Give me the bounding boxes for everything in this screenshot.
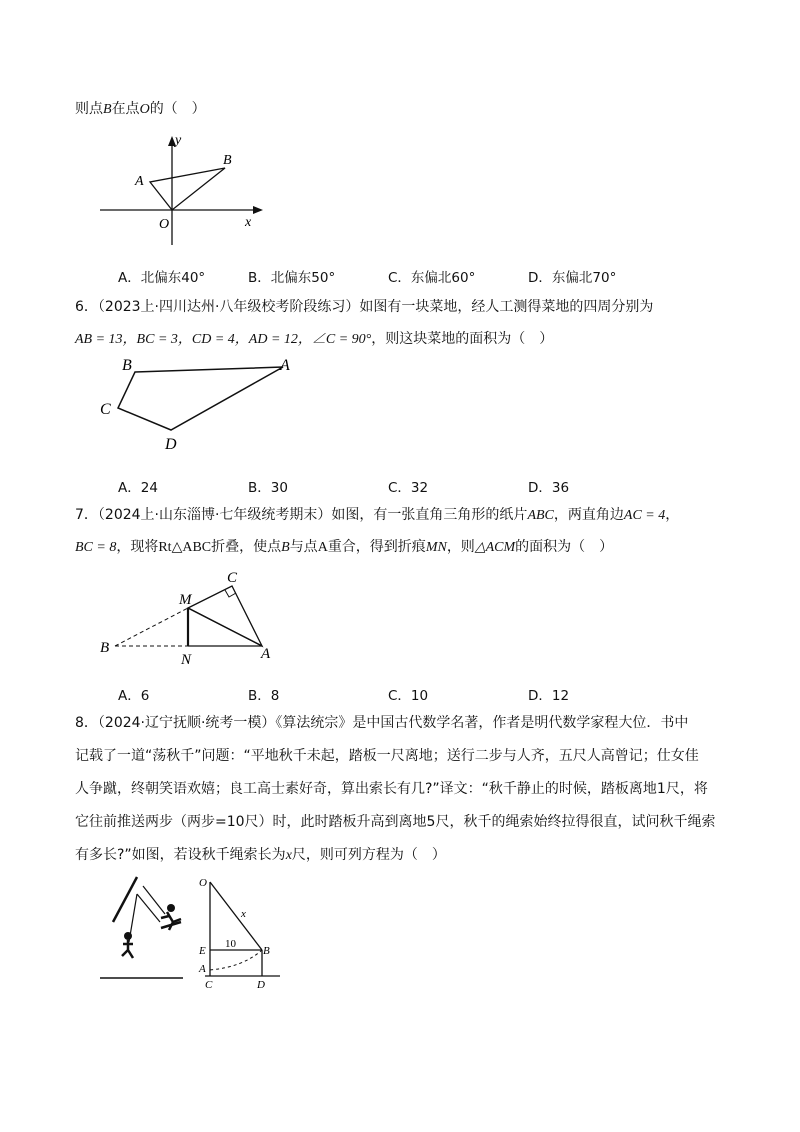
- person-head-icon: [167, 904, 175, 912]
- q8-stem-line2: 记载了一道“荡秋千”问题：“平地秋千未起，踏板一尺离地；送行二步与人齐，五尺人高曾记；仕女佳: [75, 748, 699, 764]
- q8-stem-line4: 它往前推送两步（两步=10尺）时，此时踏板升高到离地5尺，秋千的绳索始终拉得很直，试问秋千绳索: [75, 814, 716, 830]
- q5-option-b[interactable]: B．北偏东50°: [248, 270, 336, 286]
- label-a: A: [261, 646, 271, 662]
- q7-option-b[interactable]: B．8: [248, 688, 280, 704]
- q6-stem-line1: 6．（2023上·四川达州·八年级校考阶段练习）如图有一块菜地，经人工测得菜地的四周分别为: [75, 299, 654, 315]
- q5-option-a[interactable]: A．北偏东40°: [118, 270, 206, 286]
- q7-stem-line2: BC = 8，现将Rt△ABC折叠，使点B与点A重合，得到折痕MN，则△ACM的面积为（ ）: [75, 539, 614, 555]
- label-10: 10: [225, 938, 236, 950]
- swing-illustration: [95, 872, 190, 982]
- arc-ab: [210, 950, 262, 970]
- label-a: A: [199, 963, 206, 975]
- q7-option-c[interactable]: C．10: [388, 688, 429, 704]
- triangle-mca: [188, 586, 262, 646]
- q5-stem: 则点B在点O的（ ）: [75, 101, 206, 117]
- label-c: C: [100, 401, 111, 418]
- q8-stem-line3: 人争蹴，终朝笑语欢嬉；良工高士素好奇，算出索长有几?”译文：“秋千静止的时候，踏板离地1尺，将: [75, 781, 708, 797]
- label-o: O: [199, 877, 207, 889]
- label-d: D: [257, 979, 265, 990]
- q6-stem-line2: AB = 13，BC = 3，CD = 4，AD = 12，∠C = 90°，则这块菜地的面积为（ ）: [75, 331, 554, 347]
- label-a: A: [135, 174, 144, 189]
- swing-rope-right-2: [137, 894, 160, 922]
- segment-ma: [188, 608, 262, 646]
- person-standing-body-icon: [122, 940, 133, 958]
- label-b: B: [223, 153, 232, 168]
- label-b: B: [100, 640, 110, 656]
- q7-figure: [95, 566, 285, 666]
- q6-option-d[interactable]: D．36: [528, 480, 570, 496]
- label-y: y: [175, 133, 182, 148]
- q7-option-d[interactable]: D．12: [528, 688, 570, 704]
- label-c: C: [205, 979, 213, 990]
- segment-bm: [115, 608, 188, 646]
- rope-ob: [210, 882, 262, 950]
- q6-figure: [95, 352, 305, 454]
- label-x: x: [241, 908, 246, 920]
- label-o: O: [159, 217, 170, 232]
- q8-stem-line1: 8．（2024·辽宁抚顺·统考一模）《算法统宗》是中国古代数学名著，作者是明代数学家程大位．书中: [75, 715, 689, 731]
- label-a: A: [280, 357, 290, 374]
- q7-stem-line1: 7．（2024上·山东淄博·七年级统考期末）如图，有一张直角三角形的纸片ABC，两直角边AC = 4，: [75, 507, 680, 523]
- label-e: E: [199, 945, 206, 957]
- q6-option-a[interactable]: A．24: [118, 480, 158, 496]
- q6-option-c[interactable]: C．32: [388, 480, 429, 496]
- label-x: x: [245, 215, 252, 230]
- label-b: B: [122, 357, 132, 374]
- q7-option-a[interactable]: A．6: [118, 688, 150, 704]
- label-n: N: [181, 652, 192, 666]
- label-m: M: [179, 592, 192, 608]
- label-c: C: [227, 570, 238, 586]
- x-axis-arrow-icon: [253, 206, 263, 214]
- swing-rope-right-1: [143, 886, 165, 914]
- q5-option-c[interactable]: C．东偏北60°: [388, 270, 476, 286]
- label-b: B: [263, 945, 270, 957]
- person-standing-head-icon: [124, 932, 132, 940]
- quadrilateral-abcd: [118, 367, 283, 430]
- label-d: D: [165, 436, 177, 453]
- q6-conditions: AB = 13，BC = 3，CD = 4，AD = 12，∠C = 90°: [75, 332, 372, 347]
- q8-stem-line5: 有多长?”如图，若设秋千绳索长为x尺，则可列方程为（ ）: [75, 847, 446, 863]
- q5-figure: [95, 132, 270, 250]
- q5-option-d[interactable]: D．东偏北70°: [528, 270, 617, 286]
- triangle-oab: [150, 168, 225, 210]
- q8-figure: [195, 872, 290, 990]
- q6-option-b[interactable]: B．30: [248, 480, 288, 496]
